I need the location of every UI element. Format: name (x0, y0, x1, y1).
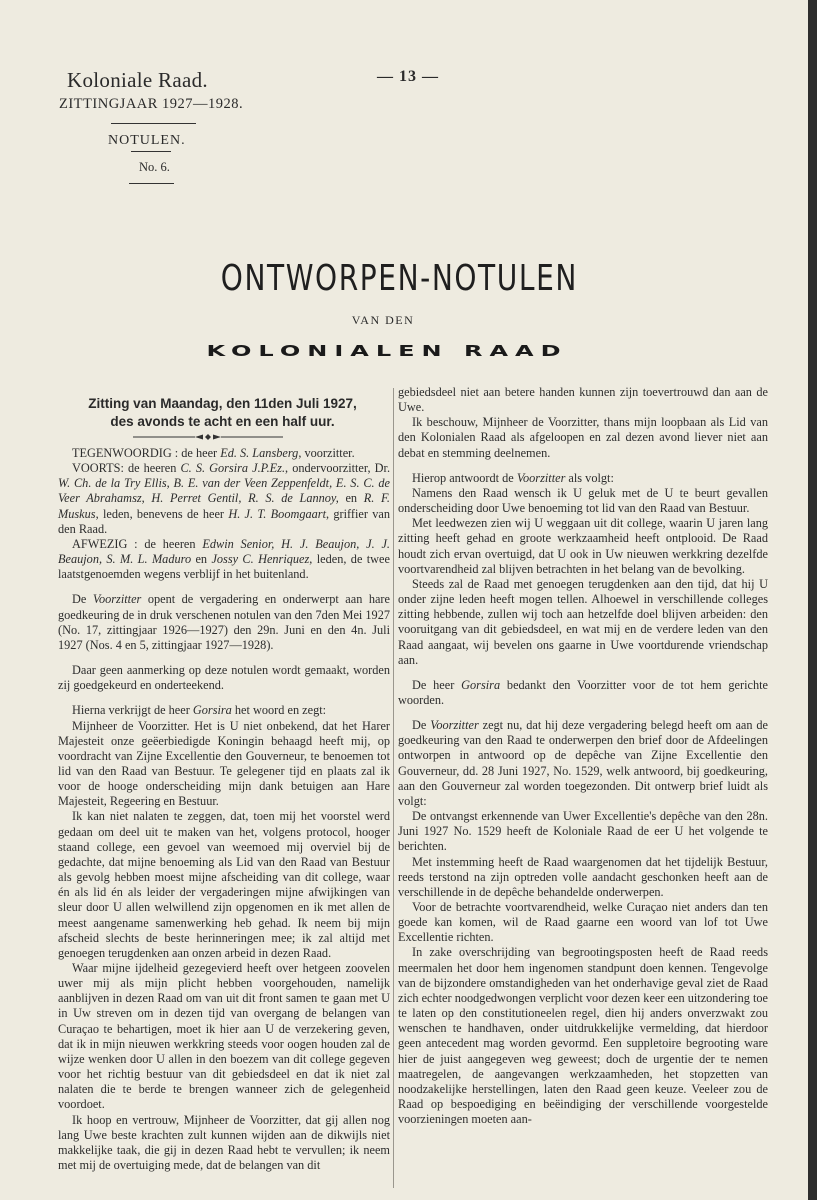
masthead-number: No. 6. (139, 160, 170, 174)
paragraph: Mijnheer de Voorzitter. Het is U niet onbekend, dat het Harer Majesteit onze geëerbiedigde Koningin behaagd heeft mij, op voordracht van Zijne Excellentie den Gouverneur, te benoemen tot lid van den Raad van Bestuur. Te gelegener tijd en plaats zal ik voor de hooge onderscheiding mijn dank betuigen aan Hare Majesteit, Regeering en Bestuur. (58, 718, 390, 809)
main-title: ONTWORPEN-NOTULEN (220, 258, 578, 299)
paragraph: De Voorzitter zegt nu, dat hij deze vergadering belegd heeft om aan de goedkeuring van den Raad te onderwerpen den brief door de Afdeelingen ontworpen in antwoord op de depêche van Zijne Excellentie den Gouverneur, dd. 28 Juni 1927, No. 1529, welk antwoord, bij goedkeuring, aan den Gouverneur zal worden toegezonden. Dit ontwerp brief luidt als volgt: (398, 718, 768, 808)
paragraph: Hierop antwoordt de Voorzitter als volgt: (412, 470, 614, 485)
paragraph: De ontvangst erkennende van Uwer Excellentie's depêche van den 28n. Juni 1927 No. 1529 heeft de Koloniale Raad de eer U het volgende te berichten. (398, 809, 768, 854)
session-heading-line: des avonds te acht en een half uur. (110, 414, 335, 429)
page-edge (808, 0, 817, 1200)
paragraph: Namens den Raad wensch ik U geluk met de U te beurt gevallen onderscheiding door Uwe benoeming tot lid van den Raad van Bestuur. (398, 485, 768, 516)
attendance-absent: AFWEZIG : de heeren Edwin Senior, H. J. Beaujon, J. J. Beaujon, S. M. L. Maduro en Jossy C. Henriquez, leden, de twee laatstgenoemden wegens verblijf in het buitenland. (58, 536, 390, 582)
masthead-rule (111, 123, 196, 124)
paragraph: Waar mijne ijdelheid gezegevierd heeft over hetgeen zoovelen uwer mij als mijn plicht hebben voorgehouden, namelijk aanblijven in dezen Raad om van uit dit front samen te gaan met U in Uw streven om in dezen tijd van overgang de belangen van Curaçao te behartigen, moet ik hier aan U de verzekering geven, dat ik in mijn nieuwen werkkring steeds voor oogen houden zal de wijze wenken door U allen in den boezem van dit college gegeven voor het richtig bestuur van dit gebiedsdeel en dat ik niet zal nalaten die te berde te brengen wanneer zich de gelegenheid voordoet. (58, 961, 390, 1112)
title-subtitle: VAN DEN (351, 313, 415, 327)
right-column (398, 385, 768, 1127)
paragraph: Voor de betrachte voortvarendheid, welke Curaçao niet anders dan ten goede kan komen, wil de Raad gaarne een woord van lof tot Uwe Excellentie richten. (398, 900, 768, 945)
masthead-rule (131, 151, 171, 152)
left-column (58, 446, 390, 1173)
body-name-banner: KOLONIALEN RAAD (206, 342, 568, 360)
paragraph: De heer Gorsira bedankt den Voorzitter voor de tot hem gerichte woorden. (398, 677, 768, 707)
paragraph: Ik hoop en vertrouw, Mijnheer de Voorzitter, dat gij allen nog lang Uwe beste krachten zult kunnen wijden aan de dikwijls niet makkelijke taak, die gij in dezen Raad hebt te vervullen; ik neem met mij de overtuiging mede, dat de belangen van dit (58, 1112, 390, 1173)
page-number: — 13 — (377, 68, 439, 85)
column-divider (393, 388, 394, 1188)
paragraph: Ik kan niet nalaten te zeggen, dat, toen mij het voorstel werd gedaan om deel uit te maken van het, volgens protocol, hooger staand college, een gevoel van weemoed mij overviel bij de gedachte, dat mijne benoeming als Lid van den Raad van Bestuur als gevolg hebben moest mijne afscheiding van dit college, waar én als lid én als leider der vergaderingen mijne afwijkingen van sleur door U allen welwillend zijn opgenomen en ik met allen de meest aangename samenwerking heb gehad. Ik neem bij mijn afscheid slechts de beste herinneringen mee; ik zal altijd met genoegen terugdenken aan onzen arbeid in dezen Raad. (58, 809, 390, 960)
session-heading (55, 395, 390, 431)
masthead-rule (129, 183, 174, 184)
masthead-session-year: ZITTINGJAAR 1927—1928. (59, 96, 244, 112)
paragraph: gebiedsdeel niet aan betere handen kunnen zijn toevertrouwd dan aan de Uwe. (398, 385, 768, 415)
session-heading-line: Zitting van Maandag, den 11den Juli 1927, (88, 396, 357, 411)
attendance-further: VOORTS: de heeren C. S. Gorsira J.P.Ez., ondervoorzitter, Dr. W. Ch. de la Try Ellis, B. E. van der Veen Zeppenfeldt, E. S. C. de Veer Abrahamsz, H. Perret Gentil, R. S. de Lannoy, en R. F. Muskus, leden, benevens de heer H. J. T. Boomgaart, griffier van den Raad. (58, 461, 391, 536)
paragraph: Steeds zal de Raad met genoegen terugdenken aan den tijd, dat hij U onder zijne leden heeft mogen tellen. Alhoewel in verschillende colleges zitting hebbende, zullen wij toch aan hetzelfde doel blijven arbeiden: den vooruitgang van dit gebiedsdeel, en wat mij en de verdere leden van den Raad aangaat, wij bevelen ons gaarne in Uwe voortdurende vriendschap aan. (398, 576, 768, 667)
paragraph: De Voorzitter opent de vergadering en onderwerpt aan hare goedkeuring de in druk verschenen notulen van den 7den Mei 1927 (No. 17, zittingjaar 1926—1927) den 29n. Juni en den 4n. Juli 1927 (Nos. 4 en 5, zittingjaar 1927—1928). (58, 592, 390, 652)
paragraph: Daar geen aanmerking op deze notulen wordt gemaakt, worden zij goedgekeurd en onderteekend. (58, 663, 390, 693)
paragraph: In zake overschrijding van begrootingsposten heeft de Raad reeds meermalen het door hem ingenomen standpunt doen kennen. Tengevolge van de bijzondere omstandigheden van het onderhavige geval ziet de Raad zich echter noodgedwongen verplicht voor dezen keer een uitzondering toe te laten op den constitutioneelen regel, dien hij anders onverzwakt zou wenschen te handhaven, onder uitdrukkelijke vermelding, dat hierdoor geen antecedent mag worden gevormd. Een suppletoire begrooting ware hier de juist aangegeven weg geweest; doch de urgentie der te nemen maatregelen, de aangevangen werkzaamheden, het stopzetten van noodzakelijke herstellingen, laten den Raad geen keuze. Veeleer zou de Raad op bespoediging en beëindiging der verschillende voorgestelde voorzieningen moeten aan- (398, 945, 768, 1127)
paragraph: Ik beschouw, Mijnheer de Voorzitter, thans mijn loopbaan als Lid van den Kolonialen Raad als afgeloopen en zal dezen avond liever niet aan debat en stemming deelnemen. (398, 415, 768, 460)
paragraph: Hierna verkrijgt de heer Gorsira het woord en zegt: (72, 703, 327, 718)
paragraph: Met instemming heeft de Raad waargenomen dat het tijdelijk Bestuur, reeds terstond na zijn optreden volle aandacht geschonken heeft aan de verschillende in de depêche behandelde onderwerpen. (398, 854, 768, 899)
masthead-section: NOTULEN. (108, 133, 186, 148)
attendance-present: TEGENWOORDIG : de heer Ed. S. Lansberg, voorzitter. (72, 446, 355, 460)
ornament-divider (133, 433, 283, 441)
paragraph: Met leedwezen zien wij U weggaan uit dit college, waarin U jaren lang zitting heeft gehad en groote werkzaamheid heeft ontplooid. De Raad houdt zich ervan overtuigd, dat U ook in Uw nieuwen werkkring dezelfde voortvarendheid zal blijven betrachten in het belang van de bevolking. (398, 516, 768, 576)
masthead-title: Koloniale Raad. (67, 68, 208, 92)
